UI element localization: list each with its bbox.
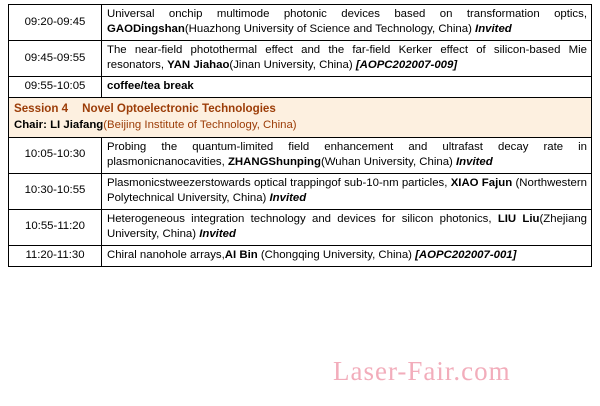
talk-tag: Invited <box>475 23 512 36</box>
session-chair-line <box>14 118 586 133</box>
talk-text: Heterogeneous integration technology and devices for silicon photonics, <box>107 212 498 225</box>
time-slot: 09:55-10:05 <box>9 77 102 98</box>
talk-entry <box>102 173 592 209</box>
schedule-body <box>9 5 592 267</box>
speaker-name: ZHANGShunping <box>227 155 321 168</box>
talk-text: Chiral nanohole arrays, <box>107 248 225 261</box>
talk-text: (Huazhong University of Science and Technology, China) <box>184 23 476 36</box>
talk-text: Plasmonicstweezerstowards optical trappingof sub-10-nm particles, <box>107 176 451 189</box>
time-slot: 10:30-10:55 <box>9 173 102 209</box>
talk-row <box>9 137 592 173</box>
talk-text: (Northwestern Polytechnical University, China) <box>107 176 587 204</box>
talk-text: Probing the quantum-limited field enhancement and ultrafast decay rate in plasmonicnanocavities, <box>107 140 587 168</box>
talk-entry <box>102 245 592 266</box>
talk-text: (Jinan University, China) <box>229 59 356 72</box>
talk-text: Universal onchip multimode photonic devices based on transformation optics, <box>107 8 587 20</box>
break-label: coffee/tea break <box>102 77 592 98</box>
session-header-row <box>9 98 592 137</box>
talk-text: The near-field photothermal effect and the far-field Kerker effect of silicon-based Mie resonators, <box>107 44 587 72</box>
talk-row <box>9 5 592 41</box>
talk-row <box>9 173 592 209</box>
talk-entry <box>102 5 592 41</box>
time-slot: 09:45-09:55 <box>9 41 102 77</box>
session-chair-affiliation: (Beijing Institute of Technology, China) <box>103 118 297 131</box>
time-slot: 09:20-09:45 <box>9 5 102 41</box>
speaker-name: LIU Liu <box>497 212 540 225</box>
talk-row <box>9 245 592 266</box>
talk-tag: Invited <box>199 227 236 240</box>
talk-tag: Invited <box>456 155 493 168</box>
talk-text: (Wuhan University, China) <box>320 155 456 168</box>
session-title: Novel Optoelectronic Technologies <box>82 102 276 116</box>
talk-row <box>9 209 592 245</box>
speaker-name: AI Bin <box>224 248 258 261</box>
watermark-laser-fair: Laser-Fair.com <box>333 356 511 386</box>
session-header-cell <box>9 98 592 137</box>
talk-tag: [AOPC202007-009] <box>355 59 458 72</box>
talk-text: (Zhejiang University, China) <box>107 212 588 240</box>
talk-tag: [AOPC202007-001] <box>415 248 517 261</box>
speaker-name: GAODingshan <box>107 23 185 36</box>
time-slot: 10:55-11:20 <box>9 209 102 245</box>
session-chair-name: Chair: LI Jiafang <box>14 118 104 131</box>
session-heading <box>14 101 586 116</box>
session-number: Session 4 <box>14 102 69 116</box>
talk-row <box>9 41 592 77</box>
talk-tag: Invited <box>269 191 307 204</box>
talk-entry <box>102 41 592 77</box>
conference-schedule-table <box>8 4 592 267</box>
time-slot: 10:05-10:30 <box>9 137 102 173</box>
speaker-name: YAN Jiahao <box>167 59 230 72</box>
talk-entry <box>102 137 592 173</box>
break-row <box>9 77 592 98</box>
time-slot: 11:20-11:30 <box>9 245 102 266</box>
talk-text: (Chongqing University, China) <box>257 248 416 261</box>
talk-entry <box>102 209 592 245</box>
speaker-name: XIAO Fajun <box>450 176 513 189</box>
